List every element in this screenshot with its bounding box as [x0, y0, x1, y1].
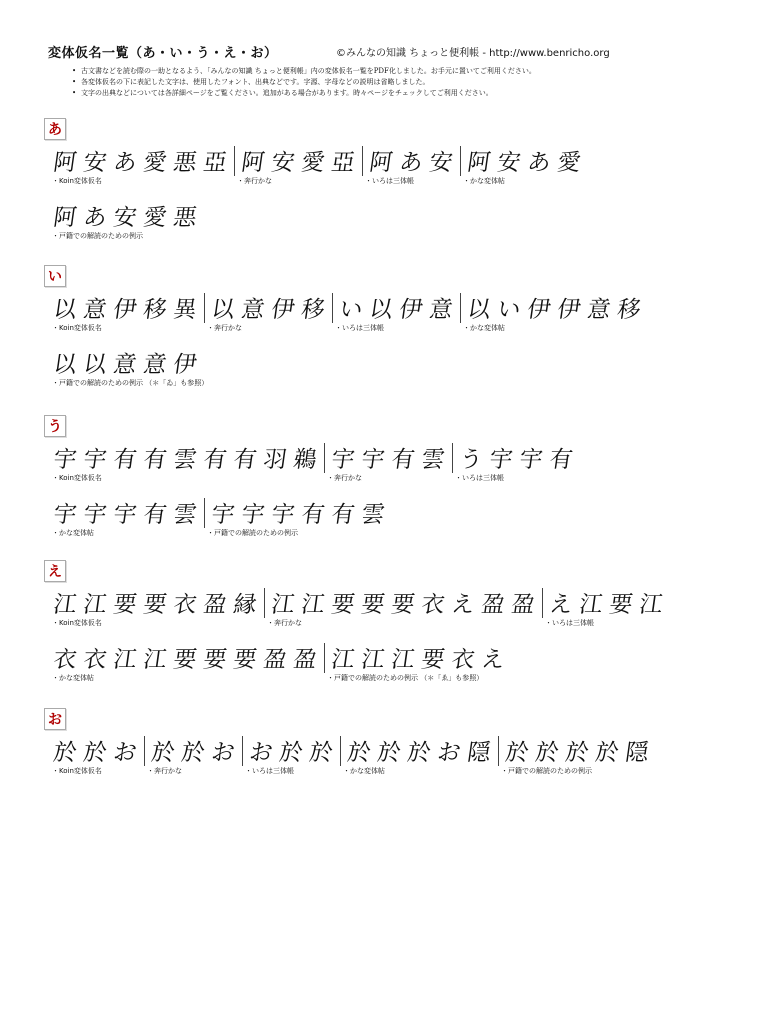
page-title: 変体仮名一覧（あ・い・う・え・お） [48, 46, 278, 61]
source-label: ・奔行かな [147, 767, 182, 775]
kana-glyph: 於 [307, 740, 335, 766]
source-group [542, 588, 670, 627]
source-group [498, 736, 656, 775]
kana-glyph: 宇 [269, 502, 297, 528]
kana-glyph: 江 [577, 592, 605, 618]
kana-glyph: 移 [141, 297, 169, 323]
header [48, 42, 748, 61]
kana-glyph: 安 [495, 150, 523, 176]
kana-glyph: 要 [359, 592, 387, 618]
note-item: • 文字の出典などについては各詳細ページをご覧ください。追加がある場合があります。時々ページをチェックしてご利用ください。 [72, 88, 732, 99]
kana-glyph: 宇 [359, 447, 387, 473]
source-label: ・戸籍での解読のための例示 [501, 767, 592, 775]
source-group [324, 443, 452, 482]
kana-glyph: 宇 [51, 447, 79, 473]
kana-badge: う [44, 415, 66, 437]
kana-glyph: 意 [427, 297, 455, 323]
kana-glyph: 以 [465, 297, 493, 323]
kana-glyph: お [209, 740, 237, 766]
kana-glyph: お [247, 740, 275, 766]
glyph-row [50, 348, 209, 387]
kana-glyph: 江 [81, 592, 109, 618]
kana-glyph: 江 [51, 592, 79, 618]
kana-glyph: 宇 [81, 502, 109, 528]
source-label: ・かな変体帖 [343, 767, 385, 775]
kana-glyph: 以 [209, 297, 237, 323]
source-group [50, 348, 209, 387]
kana-glyph: 安 [81, 150, 109, 176]
kana-glyph: 宇 [239, 502, 267, 528]
source-group [50, 643, 324, 682]
kana-glyph: 羽 [261, 447, 289, 473]
kana-glyph: 於 [51, 740, 79, 766]
kana-glyph: 衣 [449, 647, 477, 673]
source-group [264, 588, 542, 627]
kana-glyph: 鵜 [291, 447, 319, 473]
kana-glyph: 有 [141, 502, 169, 528]
kana-glyph: 移 [615, 297, 643, 323]
kana-glyph: 宇 [487, 447, 515, 473]
kana-glyph: 阿 [51, 205, 79, 231]
source-group [204, 498, 392, 537]
kana-badge: あ [44, 118, 66, 140]
kana-glyph: 愛 [555, 150, 583, 176]
source-label: ・Koin変体仮名 [52, 324, 102, 332]
kana-glyph: 雲 [171, 447, 199, 473]
kana-glyph: い [495, 297, 523, 323]
kana-glyph: 盈 [509, 592, 537, 618]
kana-glyph: 有 [111, 447, 139, 473]
kana-glyph: 意 [81, 297, 109, 323]
kana-glyph: 於 [593, 740, 621, 766]
kana-glyph: 以 [81, 352, 109, 378]
glyph-row [50, 643, 512, 682]
kana-glyph: 宇 [517, 447, 545, 473]
source-label: ・いろは三体帳 [455, 474, 504, 482]
source-label: ・戸籍での解読のための例示 [52, 232, 143, 240]
kana-glyph: 有 [329, 502, 357, 528]
kana-glyph: 隠 [465, 740, 493, 766]
glyph-row [50, 736, 656, 775]
kana-glyph: え [479, 647, 507, 673]
kana-glyph: 要 [329, 592, 357, 618]
kana-glyph: 以 [51, 297, 79, 323]
kana-glyph: 愛 [141, 205, 169, 231]
kana-glyph: 於 [563, 740, 591, 766]
source-label: ・戸籍での解読のための例示 [207, 529, 298, 537]
glyph-row [50, 146, 588, 185]
kana-glyph: 要 [607, 592, 635, 618]
kana-glyph: 隠 [623, 740, 651, 766]
kana-glyph: 於 [179, 740, 207, 766]
kana-glyph: 盈 [261, 647, 289, 673]
source-group [144, 736, 242, 775]
source-label: ・奔行かな [267, 619, 302, 627]
kana-glyph: 阿 [51, 150, 79, 176]
kana-glyph: 愛 [299, 150, 327, 176]
source-group [234, 146, 362, 185]
kana-glyph: 移 [299, 297, 327, 323]
kana-glyph: 江 [389, 647, 417, 673]
source-label: ・戸籍での解読のための例示 （＊「ゐ」も参照） [52, 379, 209, 387]
kana-glyph: 意 [141, 352, 169, 378]
kana-glyph: 亞 [201, 150, 229, 176]
source-group [50, 498, 204, 537]
kana-glyph: あ [81, 205, 109, 231]
site-credit: ©みんなの知識 ちょっと便利帳 - http://www.benricho.org [336, 48, 610, 59]
kana-glyph: 於 [405, 740, 433, 766]
kana-glyph: 江 [359, 647, 387, 673]
kana-glyph: 衣 [419, 592, 447, 618]
kana-glyph: 要 [419, 647, 447, 673]
note-item: • 古文書などを読む際の一助となるよう、「みんなの知識 ちょっと便利帳」内の変体仮名一覧をPDF化しました。お手元に置いてご利用ください。 [72, 66, 732, 77]
kana-glyph: 異 [171, 297, 199, 323]
source-group [50, 736, 144, 775]
usage-notes [72, 66, 732, 99]
kana-glyph: お [435, 740, 463, 766]
source-group [50, 293, 204, 332]
kana-glyph: 盈 [291, 647, 319, 673]
source-group [242, 736, 340, 775]
kana-glyph: え [449, 592, 477, 618]
kana-glyph: 縁 [231, 592, 259, 618]
kana-glyph: 宇 [329, 447, 357, 473]
kana-glyph: 盈 [479, 592, 507, 618]
kana-glyph: あ [525, 150, 553, 176]
source-label: ・かな変体帖 [52, 529, 94, 537]
kana-glyph: 衣 [81, 647, 109, 673]
kana-glyph: 於 [503, 740, 531, 766]
kana-glyph: 以 [51, 352, 79, 378]
kana-glyph: 雲 [171, 502, 199, 528]
kana-glyph: 宇 [81, 447, 109, 473]
kana-glyph: 安 [427, 150, 455, 176]
kana-glyph: 於 [375, 740, 403, 766]
kana-glyph: 有 [201, 447, 229, 473]
kana-glyph: 安 [111, 205, 139, 231]
kana-glyph: 於 [533, 740, 561, 766]
source-group [460, 146, 588, 185]
source-label: ・奔行かな [207, 324, 242, 332]
kana-glyph: 要 [389, 592, 417, 618]
kana-glyph: 伊 [555, 297, 583, 323]
kana-glyph: 悪 [171, 150, 199, 176]
glyph-row [50, 498, 392, 537]
kana-glyph: 於 [345, 740, 373, 766]
glyph-row [50, 443, 580, 482]
kana-glyph: 阿 [367, 150, 395, 176]
kana-glyph: 意 [111, 352, 139, 378]
source-group [50, 146, 234, 185]
kana-glyph: 伊 [171, 352, 199, 378]
source-label: ・Koin変体仮名 [52, 619, 102, 627]
source-group [332, 293, 460, 332]
kana-glyph: 亞 [329, 150, 357, 176]
kana-glyph: う [457, 447, 485, 473]
kana-glyph: 江 [111, 647, 139, 673]
kana-glyph: 伊 [525, 297, 553, 323]
source-group [50, 588, 264, 627]
kana-badge: い [44, 265, 66, 287]
kana-glyph: 有 [141, 447, 169, 473]
kana-glyph: あ [111, 150, 139, 176]
glyph-row [50, 201, 204, 240]
kana-glyph: 以 [367, 297, 395, 323]
source-group [452, 443, 580, 482]
kana-glyph: 意 [239, 297, 267, 323]
kana-glyph: 雲 [359, 502, 387, 528]
kana-glyph: 伊 [269, 297, 297, 323]
note-item: • 各変体仮名の下に表記した文字は、使用したフォント、出典などです。字源、字母などの説明は省略しました。 [72, 77, 732, 88]
kana-glyph: 安 [269, 150, 297, 176]
kana-glyph: 意 [585, 297, 613, 323]
kana-glyph: 於 [277, 740, 305, 766]
kana-glyph: 江 [269, 592, 297, 618]
kana-glyph: 有 [231, 447, 259, 473]
kana-glyph: 雲 [419, 447, 447, 473]
source-group [362, 146, 460, 185]
kana-glyph: 於 [149, 740, 177, 766]
kana-glyph: 宇 [209, 502, 237, 528]
source-label: ・いろは三体帳 [245, 767, 294, 775]
source-label: ・奔行かな [327, 474, 362, 482]
kana-glyph: 悪 [171, 205, 199, 231]
kana-glyph: い [337, 297, 365, 323]
kana-glyph: 伊 [397, 297, 425, 323]
source-group [460, 293, 648, 332]
source-label: ・戸籍での解読のための例示 （＊「ゑ」も参照） [327, 674, 484, 682]
kana-glyph: 阿 [465, 150, 493, 176]
source-label: ・いろは三体帳 [545, 619, 594, 627]
kana-glyph: 要 [231, 647, 259, 673]
source-label: ・かな変体帖 [463, 177, 505, 185]
source-label: ・Koin変体仮名 [52, 767, 102, 775]
source-group [50, 443, 324, 482]
source-group [324, 643, 512, 682]
kana-glyph: 盈 [201, 592, 229, 618]
kana-glyph: 江 [141, 647, 169, 673]
source-label: ・奔行かな [237, 177, 272, 185]
source-label: ・かな変体帖 [463, 324, 505, 332]
source-group [50, 201, 204, 240]
kana-badge: え [44, 560, 66, 582]
kana-glyph: 有 [299, 502, 327, 528]
kana-glyph: 於 [81, 740, 109, 766]
kana-glyph: 宇 [111, 502, 139, 528]
kana-glyph: 江 [329, 647, 357, 673]
kana-glyph: え [547, 592, 575, 618]
kana-glyph: 有 [389, 447, 417, 473]
glyph-row [50, 588, 670, 627]
kana-badge: お [44, 708, 66, 730]
glyph-row [50, 293, 648, 332]
kana-glyph: 要 [201, 647, 229, 673]
source-label: ・いろは三体帳 [365, 177, 414, 185]
source-label: ・かな変体帖 [52, 674, 94, 682]
kana-glyph: 要 [141, 592, 169, 618]
source-label: ・いろは三体帳 [335, 324, 384, 332]
kana-glyph: 要 [111, 592, 139, 618]
kana-glyph: お [111, 740, 139, 766]
kana-glyph: 阿 [239, 150, 267, 176]
kana-glyph: 伊 [111, 297, 139, 323]
kana-glyph: 有 [547, 447, 575, 473]
kana-glyph: 衣 [51, 647, 79, 673]
kana-glyph: 愛 [141, 150, 169, 176]
source-group [340, 736, 498, 775]
kana-glyph: 江 [299, 592, 327, 618]
source-group [204, 293, 332, 332]
kana-glyph: 要 [171, 647, 199, 673]
kana-glyph: 宇 [51, 502, 79, 528]
kana-glyph: 江 [637, 592, 665, 618]
kana-glyph: 衣 [171, 592, 199, 618]
source-label: ・Koin変体仮名 [52, 474, 102, 482]
kana-glyph: あ [397, 150, 425, 176]
source-label: ・Koin変体仮名 [52, 177, 102, 185]
